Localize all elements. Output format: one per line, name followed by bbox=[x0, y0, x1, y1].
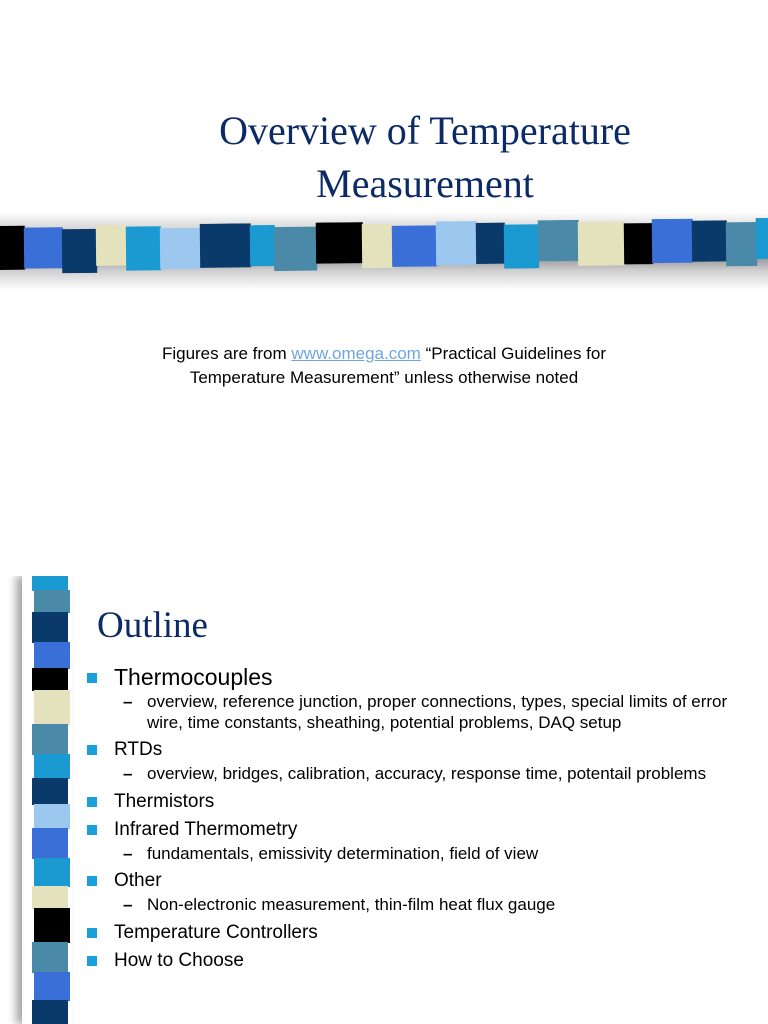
outline-item-label: Infrared Thermometry bbox=[114, 818, 298, 840]
band-block bbox=[250, 225, 275, 266]
band-block bbox=[96, 225, 127, 266]
band-block bbox=[0, 226, 25, 270]
outline-item bbox=[86, 736, 746, 785]
credit-quote-line-1: “Practical Guidelines for bbox=[425, 344, 607, 363]
band-block bbox=[316, 222, 363, 263]
band-block bbox=[476, 223, 505, 264]
band-block bbox=[692, 220, 727, 261]
strip-block bbox=[32, 778, 68, 805]
band-block bbox=[126, 226, 161, 270]
band-block bbox=[652, 219, 693, 263]
outline-subitem: – Non-electronic measurement, thin-film heat flux gauge bbox=[114, 895, 746, 916]
strip-block bbox=[34, 804, 70, 829]
credit-prefix: Figures are from bbox=[161, 344, 287, 363]
credit-quote-line-2: Temperature Measurement” unless otherwise noted bbox=[189, 368, 579, 387]
outline-item bbox=[86, 867, 746, 916]
band-block bbox=[362, 224, 393, 268]
outline-item-label: Thermocouples bbox=[114, 664, 273, 690]
decorative-color-band bbox=[0, 218, 768, 274]
band-block bbox=[504, 224, 539, 268]
band-block bbox=[436, 221, 477, 265]
outline-item-label: RTDs bbox=[114, 739, 163, 760]
band-block bbox=[726, 222, 757, 266]
outline-title: Outline bbox=[97, 605, 208, 646]
band-block bbox=[274, 227, 317, 271]
band-block bbox=[392, 225, 437, 266]
strip-block bbox=[32, 942, 68, 973]
strip-block bbox=[34, 590, 70, 613]
strip-block bbox=[32, 668, 68, 691]
outline-item-label: Other bbox=[114, 870, 162, 891]
color-band-graphic bbox=[0, 218, 768, 274]
decorative-color-strip bbox=[22, 576, 72, 1024]
outline-item bbox=[86, 816, 746, 865]
band-block bbox=[538, 220, 579, 261]
strip-block bbox=[32, 828, 68, 859]
omega-link[interactable]: www.omega.com bbox=[291, 344, 421, 363]
color-strip-graphic bbox=[22, 576, 72, 1024]
slide-title bbox=[0, 104, 768, 210]
outline-subitem: – overview, reference junction, proper connections, types, special limits of error wire, time constants, sheathing, potential problems, DAQ setup bbox=[114, 692, 746, 733]
band-block bbox=[624, 223, 653, 264]
outline-subitem: – fundamentals, emissivity determination, field of view bbox=[114, 844, 746, 865]
outline-list bbox=[86, 662, 746, 975]
strip-block bbox=[34, 642, 70, 669]
band-block bbox=[756, 218, 768, 259]
outline-item-label: Temperature Controllers bbox=[114, 921, 318, 943]
strip-block bbox=[32, 886, 68, 909]
outline-slide bbox=[0, 576, 768, 1024]
strip-block bbox=[32, 724, 68, 755]
outline-item-label: Thermistors bbox=[114, 790, 215, 812]
strip-block bbox=[34, 908, 70, 943]
band-block bbox=[160, 228, 201, 269]
outline-item bbox=[86, 662, 746, 733]
strip-block bbox=[34, 754, 70, 779]
strip-block bbox=[34, 972, 70, 1001]
title-line-1: Overview of Temperature bbox=[219, 108, 631, 153]
strip-block bbox=[34, 690, 70, 725]
outline-subitem: – overview, bridges, calibration, accuracy, response time, potentail problems bbox=[114, 764, 746, 785]
outline-item bbox=[86, 919, 746, 947]
band-block bbox=[578, 221, 625, 265]
outline-item-label: How to Choose bbox=[114, 949, 244, 971]
title-line-2: Measurement bbox=[316, 161, 534, 206]
strip-block bbox=[32, 612, 68, 643]
band-block bbox=[24, 227, 63, 268]
band-block bbox=[200, 223, 251, 268]
figure-credit bbox=[0, 342, 768, 390]
outline-item bbox=[86, 947, 746, 975]
strip-block bbox=[32, 1000, 68, 1024]
outline-item bbox=[86, 788, 746, 816]
strip-block bbox=[34, 858, 70, 887]
band-block bbox=[62, 229, 97, 273]
strip-block bbox=[32, 576, 68, 591]
